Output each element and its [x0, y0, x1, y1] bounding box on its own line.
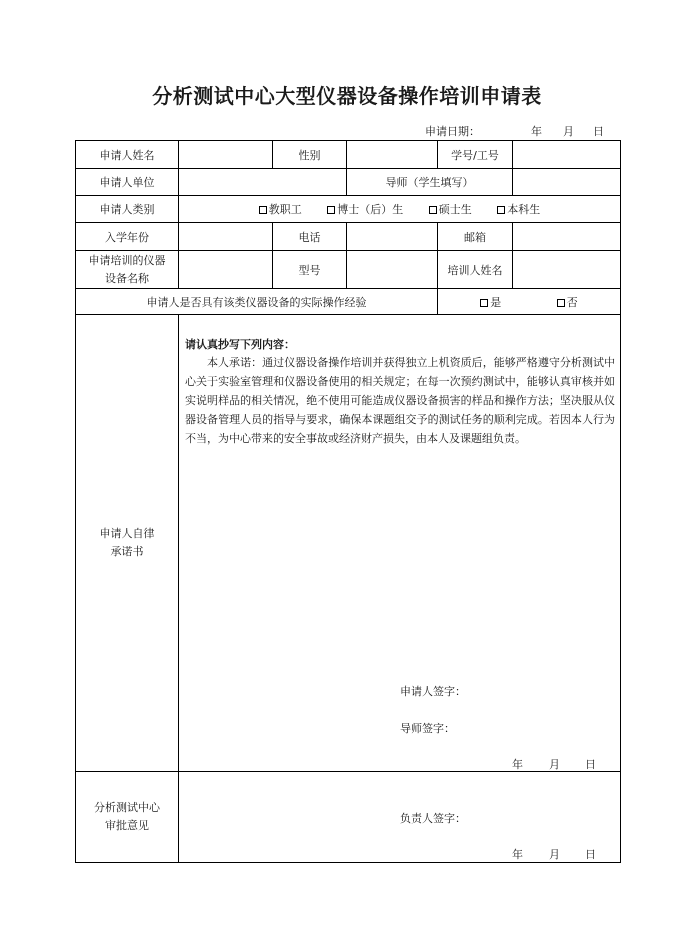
email-label: 邮箱 [438, 223, 513, 251]
experience-options [438, 289, 621, 315]
approval-day-label: 日 [585, 848, 596, 861]
instrument-name-label: 申请培训的仪器 设备名称 [76, 251, 179, 289]
checkbox-icon[interactable] [327, 206, 335, 214]
row-pledge [76, 315, 621, 772]
date-day-label: 日 [593, 125, 604, 138]
form-title: 分析测试中心大型仪器设备操作培训申请表 [152, 84, 542, 108]
category-option[interactable]: 本科生 [497, 201, 540, 217]
approval-year-label: 年 [512, 848, 523, 861]
pledge-label: 申请人自律 承诺书 [76, 315, 179, 772]
category-option[interactable]: 硕士生 [429, 201, 472, 217]
phone-label: 电话 [273, 223, 347, 251]
experience-option-no[interactable]: 否 [557, 294, 578, 310]
advisor-signature-label: 导师签字： [400, 722, 455, 735]
experience-label: 申请人是否具有该类仪器设备的实际操作经验 [76, 289, 438, 315]
row-contact [76, 223, 621, 251]
unit-field[interactable] [179, 169, 347, 196]
row-approval [76, 772, 621, 863]
student-id-field[interactable] [513, 141, 621, 169]
enroll-year-field[interactable] [179, 223, 273, 251]
unit-label: 申请人单位 [76, 169, 179, 196]
trainer-field[interactable] [513, 251, 621, 289]
applicant-signature-label: 申请人签字： [400, 685, 466, 698]
checkbox-icon[interactable] [557, 299, 565, 307]
email-field[interactable] [513, 223, 621, 251]
application-date-label: 申请日期： [425, 125, 480, 138]
enroll-year-label: 入学年份 [76, 223, 179, 251]
gender-field[interactable] [347, 141, 438, 169]
model-label: 型号 [273, 251, 347, 289]
category-option[interactable]: 博士（后）生 [327, 201, 403, 217]
approval-content[interactable] [179, 772, 621, 863]
pledge-month-label: 月 [549, 758, 560, 771]
row-instrument [76, 251, 621, 289]
phone-field[interactable] [347, 223, 438, 251]
pledge-text: 本人承诺：通过仪器设备操作培训并获得独立上机资质后，能够严格遵守分析测试中心关于实验室管理和仪器设备使用的相关规定；在每一次预约测试中，能够认真审核并如实说明样品的相关情况，绝不使用可能造成仪器设备损害的样品和操作方法；坚决服从仪器设备管理人员的指导与要求，确保本课题组交予的测试任务的顺利完成。若因本人行为不当，为中心带来的安全事故或经济财产损失，由本人及课题组负责。 [185, 356, 615, 445]
date-year-label: 年 [531, 125, 542, 138]
pledge-heading: 请认真抄写下列内容： [185, 338, 295, 351]
row-applicant-info [76, 141, 621, 169]
approval-month-label: 月 [549, 848, 560, 861]
pledge-year-label: 年 [512, 758, 523, 771]
experience-option-yes[interactable]: 是 [480, 294, 501, 310]
row-unit [76, 169, 621, 196]
approval-label: 分析测试中心 审批意见 [76, 772, 179, 863]
category-options [179, 196, 621, 223]
application-form-table [75, 140, 621, 863]
checkbox-icon[interactable] [497, 206, 505, 214]
row-experience [76, 289, 621, 315]
pledge-day-label: 日 [585, 758, 596, 771]
gender-label: 性别 [273, 141, 347, 169]
pledge-content[interactable] [179, 315, 621, 772]
advisor-label: 导师（学生填写） [347, 169, 513, 196]
manager-signature-label: 负责人签字： [400, 812, 466, 825]
checkbox-icon[interactable] [480, 299, 488, 307]
checkbox-icon[interactable] [259, 206, 267, 214]
applicant-name-label: 申请人姓名 [76, 141, 179, 169]
row-category [76, 196, 621, 223]
date-month-label: 月 [563, 125, 574, 138]
instrument-name-field[interactable] [179, 251, 273, 289]
category-option[interactable]: 教职工 [259, 201, 302, 217]
model-field[interactable] [347, 251, 438, 289]
checkbox-icon[interactable] [429, 206, 437, 214]
trainer-label: 培训人姓名 [438, 251, 513, 289]
applicant-name-field[interactable] [179, 141, 273, 169]
advisor-field[interactable] [513, 169, 621, 196]
student-id-label: 学号/工号 [438, 141, 513, 169]
category-label: 申请人类别 [76, 196, 179, 223]
